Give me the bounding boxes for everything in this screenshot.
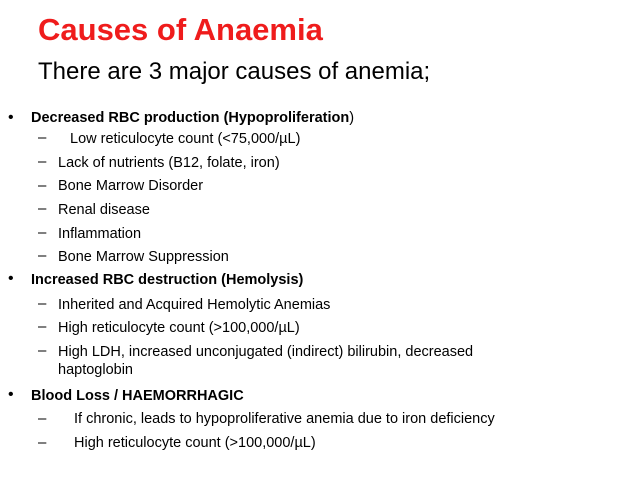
list-item: Renal disease	[58, 202, 150, 218]
list-item: High reticulocyte count (>100,000/µL)	[58, 320, 300, 336]
list-item: High reticulocyte count (>100,000/µL)	[74, 435, 316, 451]
dash-icon: –	[38, 295, 47, 312]
slide-subtitle: There are 3 major causes of anemia;	[38, 58, 431, 85]
list-item-continuation: haptoglobin	[58, 362, 133, 378]
list-item: Lack of nutrients (B12, folate, iron)	[58, 155, 280, 171]
bullet-icon: •	[8, 386, 14, 403]
dash-icon: –	[38, 247, 47, 264]
list-item: Bone Marrow Disorder	[58, 178, 204, 194]
list-item: If chronic, leads to hypoproliferative anemia due to iron deficiency	[74, 411, 495, 427]
list-item: High LDH, increased unconjugated (indirect) bilirubin, decreased	[58, 344, 474, 360]
slide-title: Causes of Anaemia	[38, 12, 323, 47]
bullet-icon: •	[8, 109, 14, 126]
list-item: Bone Marrow Suppression	[58, 249, 229, 265]
list-item: Inflammation	[58, 226, 142, 242]
dash-icon: –	[38, 434, 47, 451]
list-item: Low reticulocyte count (<75,000/µL)	[70, 131, 301, 147]
list-item: Inherited and Acquired Hemolytic Anemias	[58, 297, 331, 313]
section-heading-text: Decreased RBC production (Hypoproliferation	[31, 110, 350, 126]
bullet-icon: •	[8, 270, 14, 287]
dash-icon: –	[38, 177, 47, 194]
dash-icon: –	[38, 129, 47, 146]
dash-icon: –	[38, 318, 47, 335]
dash-icon: –	[38, 200, 47, 217]
section-heading-blood-loss: Blood Loss / HAEMORRHAGIC	[31, 388, 244, 404]
dash-icon: –	[38, 224, 47, 241]
section-heading-increased-destruction: Increased RBC destruction (Hemolysis)	[31, 272, 304, 288]
dash-icon: –	[38, 153, 47, 170]
dash-icon: –	[38, 410, 47, 427]
section-heading-decreased-production	[31, 109, 354, 127]
dash-icon: –	[38, 342, 47, 359]
section-heading-tail: )	[349, 110, 355, 126]
